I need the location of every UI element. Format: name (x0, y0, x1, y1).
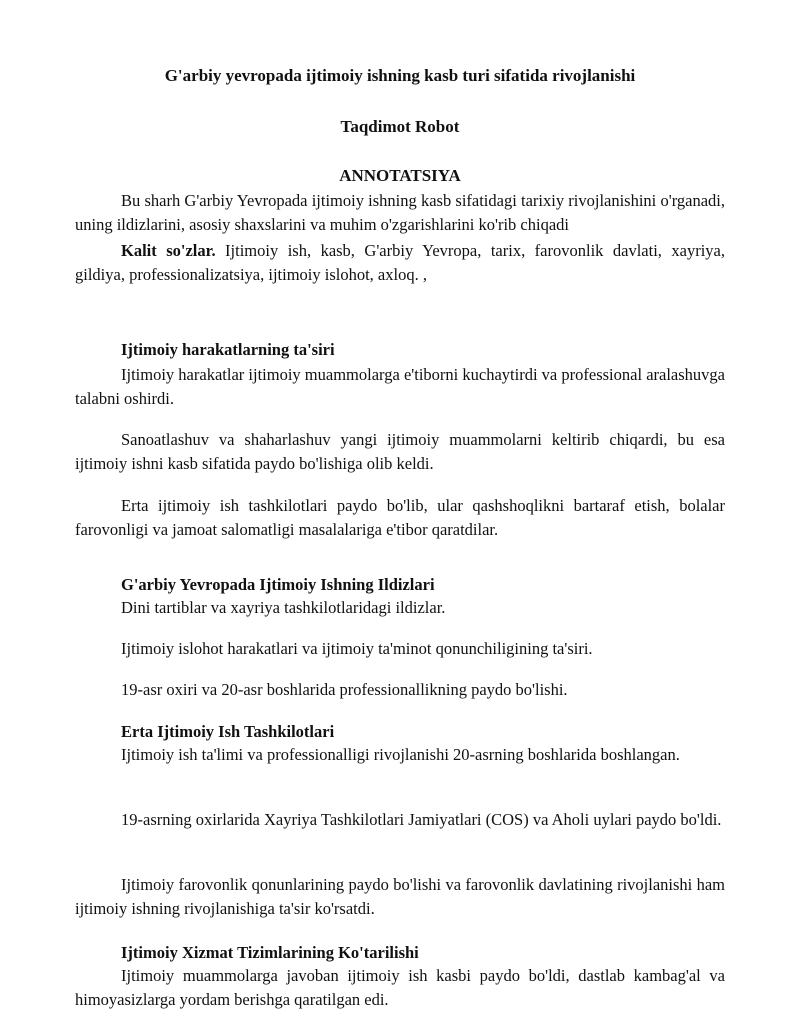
keywords-paragraph (75, 239, 725, 286)
section-paragraph: Dini tartiblar va xayriya tashkilotlaridagi ildizlar. (121, 598, 446, 617)
section-paragraph: 19-asrning oxirlarida Xayriya Tashkilotlari Jamiyatlari (COS) va Aholi uylari paydo bo'ldi. (121, 810, 722, 829)
document-author: Taqdimot Robot (340, 117, 460, 136)
section-heading: Erta Ijtimoiy Ish Tashkilotlari (121, 722, 335, 741)
section-heading: Ijtimoiy Xizmat Tizimlarining Ko'tarilishi (121, 943, 419, 962)
section-paragraph: Ijtimoiy farovonlik qonunlarining paydo bo'lishi va farovonlik davlatining rivojlanishi ham ijtimoiy ishning rivojlanishiga ta'sir ko'rsatdi. (75, 875, 725, 918)
keywords-text: Ijtimoiy ish, kasb, G'arbiy Yevropa, tarix, farovonlik davlati, xayriya, gildiya, professionalizatsiya, ijtimoiy islohot, axloq. , (75, 241, 725, 284)
section-heading: G'arbiy Yevropada Ijtimoiy Ishning Ildizlari (121, 575, 435, 594)
section-heading: Ijtimoiy harakatlarning ta'siri (121, 340, 335, 359)
keywords-label: Kalit so'zlar. (121, 241, 216, 260)
document-title: G'arbiy yevropada ijtimoiy ishning kasb turi sifatida rivojlanishi (164, 66, 636, 85)
annotation-paragraph: Bu sharh G'arbiy Yevropada ijtimoiy ishning kasb sifatidagi tarixiy rivojlanishini o'rganadi, uning ildizlarini, asosiy shaxslarini va muhim o'zgarishlarini ko'rib chiqadi (75, 191, 725, 234)
section-paragraph: Sanoatlashuv va shaharlashuv yangi ijtimoiy muammolarni keltirib chiqardi, bu esa ijtimoiy ishni kasb sifatida paydo bo'lishiga olib keldi. (75, 430, 725, 473)
section-paragraph: Ijtimoiy harakatlar ijtimoiy muammolarga e'tiborni kuchaytirdi va professional aralashuvga talabni oshirdi. (75, 365, 725, 408)
section-paragraph: Ijtimoiy ish ta'limi va professionalligi rivojlanishi 20-asrning boshlarida boshlangan. (121, 745, 680, 764)
annotation-heading: ANNOTATSIYA (339, 166, 461, 185)
section-paragraph: Ijtimoiy muammolarga javoban ijtimoiy ish kasbi paydo bo'ldi, dastlab kambag'al va himoyasizlarga yordam berishga qaratilgan edi. (75, 966, 725, 1009)
section-paragraph: Ijtimoiy islohot harakatlari va ijtimoiy ta'minot qonunchiligining ta'siri. (121, 639, 593, 658)
section-paragraph: 19-asr oxiri va 20-asr boshlarida professionallikning paydo bo'lishi. (121, 680, 568, 699)
section-paragraph: Erta ijtimoiy ish tashkilotlari paydo bo'lib, ular qashshoqlikni bartaraf etish, bolalar farovonligi va jamoat salomatligi masalalariga e'tibor qaratdilar. (75, 496, 725, 539)
